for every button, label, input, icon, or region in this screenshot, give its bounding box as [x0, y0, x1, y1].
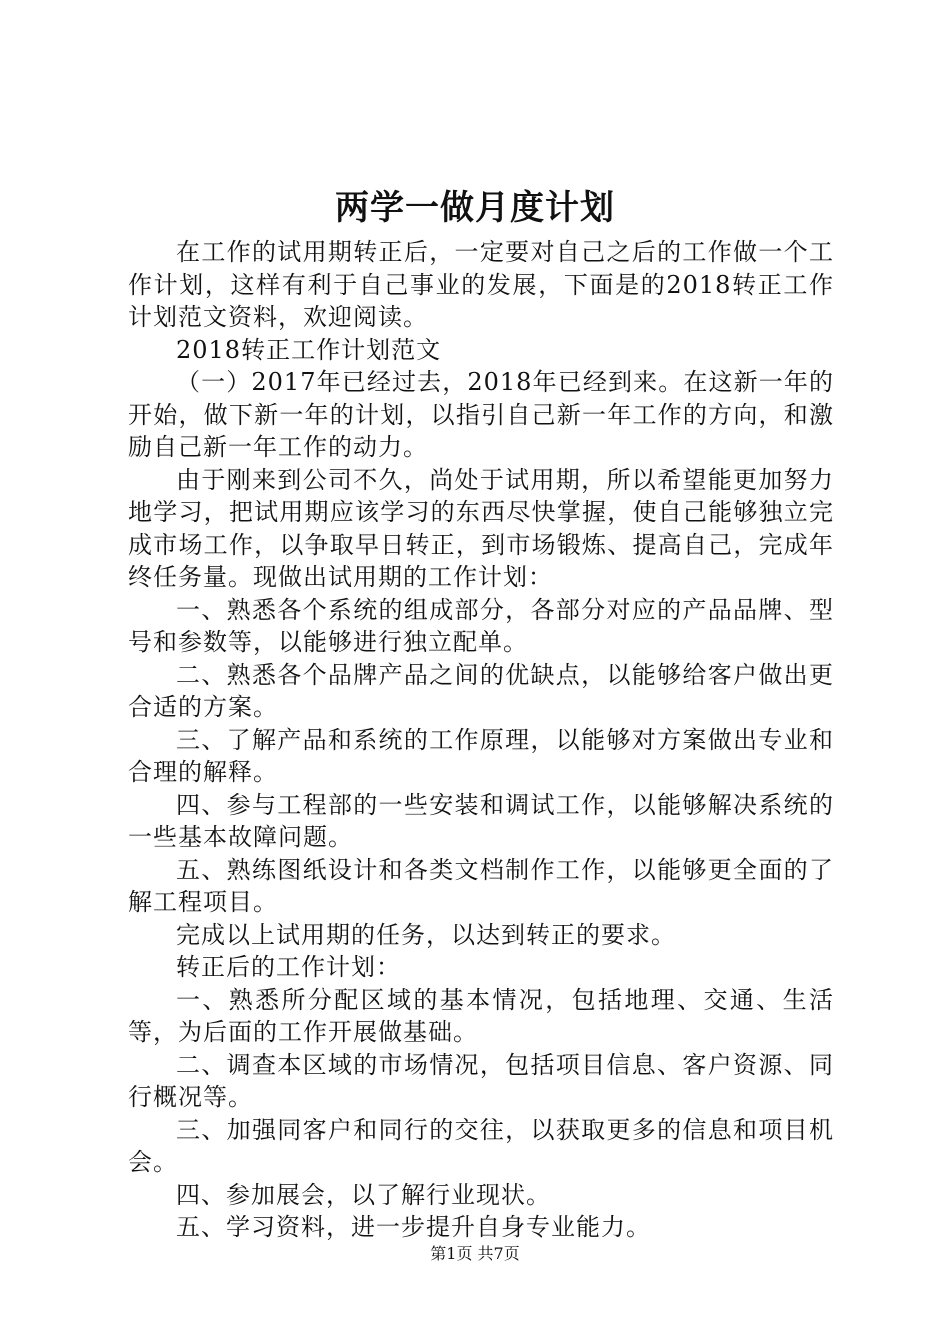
- paragraph-subheading: 2018转正工作计划范文: [176, 335, 442, 364]
- paragraph-item: 二、调查本区域的市场情况，包括项目信息、客户资源、同行概况等。: [128, 1050, 834, 1111]
- page-number-footer: 第1页 共7页: [430, 1244, 520, 1263]
- paragraph-probation-intro: 由于刚来到公司不久，尚处于试用期，所以希望能更加努力地学习，把试用期应该学习的东西尽快掌握，使自己能够独立完成市场工作，以争取早日转正，到市场锻炼、提高自己，完成年终任务量。现做出试用期的工作计划：: [128, 465, 834, 591]
- paragraph-item: 五、熟练图纸设计和各类文档制作工作，以能够更全面的了解工程项目。: [128, 855, 834, 916]
- paragraph-item: 五、学习资料，进一步提升自身专业能力。: [176, 1213, 651, 1241]
- paragraph-item: 三、了解产品和系统的工作原理，以能够对方案做出专业和合理的解释。: [128, 725, 834, 786]
- paragraph-item: 三、加强同客户和同行的交往，以获取更多的信息和项目机会。: [128, 1115, 834, 1176]
- paragraph-item: 一、熟悉各个系统的组成部分，各部分对应的产品品牌、型号和参数等，以能够进行独立配单。: [128, 595, 834, 656]
- paragraph-item: 二、熟悉各个品牌产品之间的优缺点，以能够给客户做出更合适的方案。: [128, 660, 834, 721]
- paragraph-part-one: （一）2017年已经过去，2018年已经到来。在这新一年的开始，做下新一年的计划，以指引自己新一年工作的方向，和激励自己新一年工作的动力。: [128, 368, 834, 461]
- paragraph-after-heading: 转正后的工作计划：: [176, 953, 401, 981]
- paragraph-probation-summary: 完成以上试用期的任务，以达到转正的要求。: [176, 920, 676, 949]
- paragraph-intro: 在工作的试用期转正后，一定要对自己之后的工作做一个工作计划，这样有利于自己事业的发展，下面是的2018转正工作计划范文资料，欢迎阅读。: [128, 238, 834, 331]
- paragraph-item: 一、熟悉所分配区域的基本情况，包括地理、交通、生活等，为后面的工作开展做基础。: [128, 985, 834, 1046]
- document-title: 两学一做月度计划: [335, 188, 615, 228]
- paragraph-item: 四、参加展会，以了解行业现状。: [176, 1180, 551, 1209]
- document-body: [128, 236, 834, 1244]
- paragraph-item: 四、参与工程部的一些安装和调试工作，以能够解决系统的一些基本故障问题。: [128, 790, 834, 851]
